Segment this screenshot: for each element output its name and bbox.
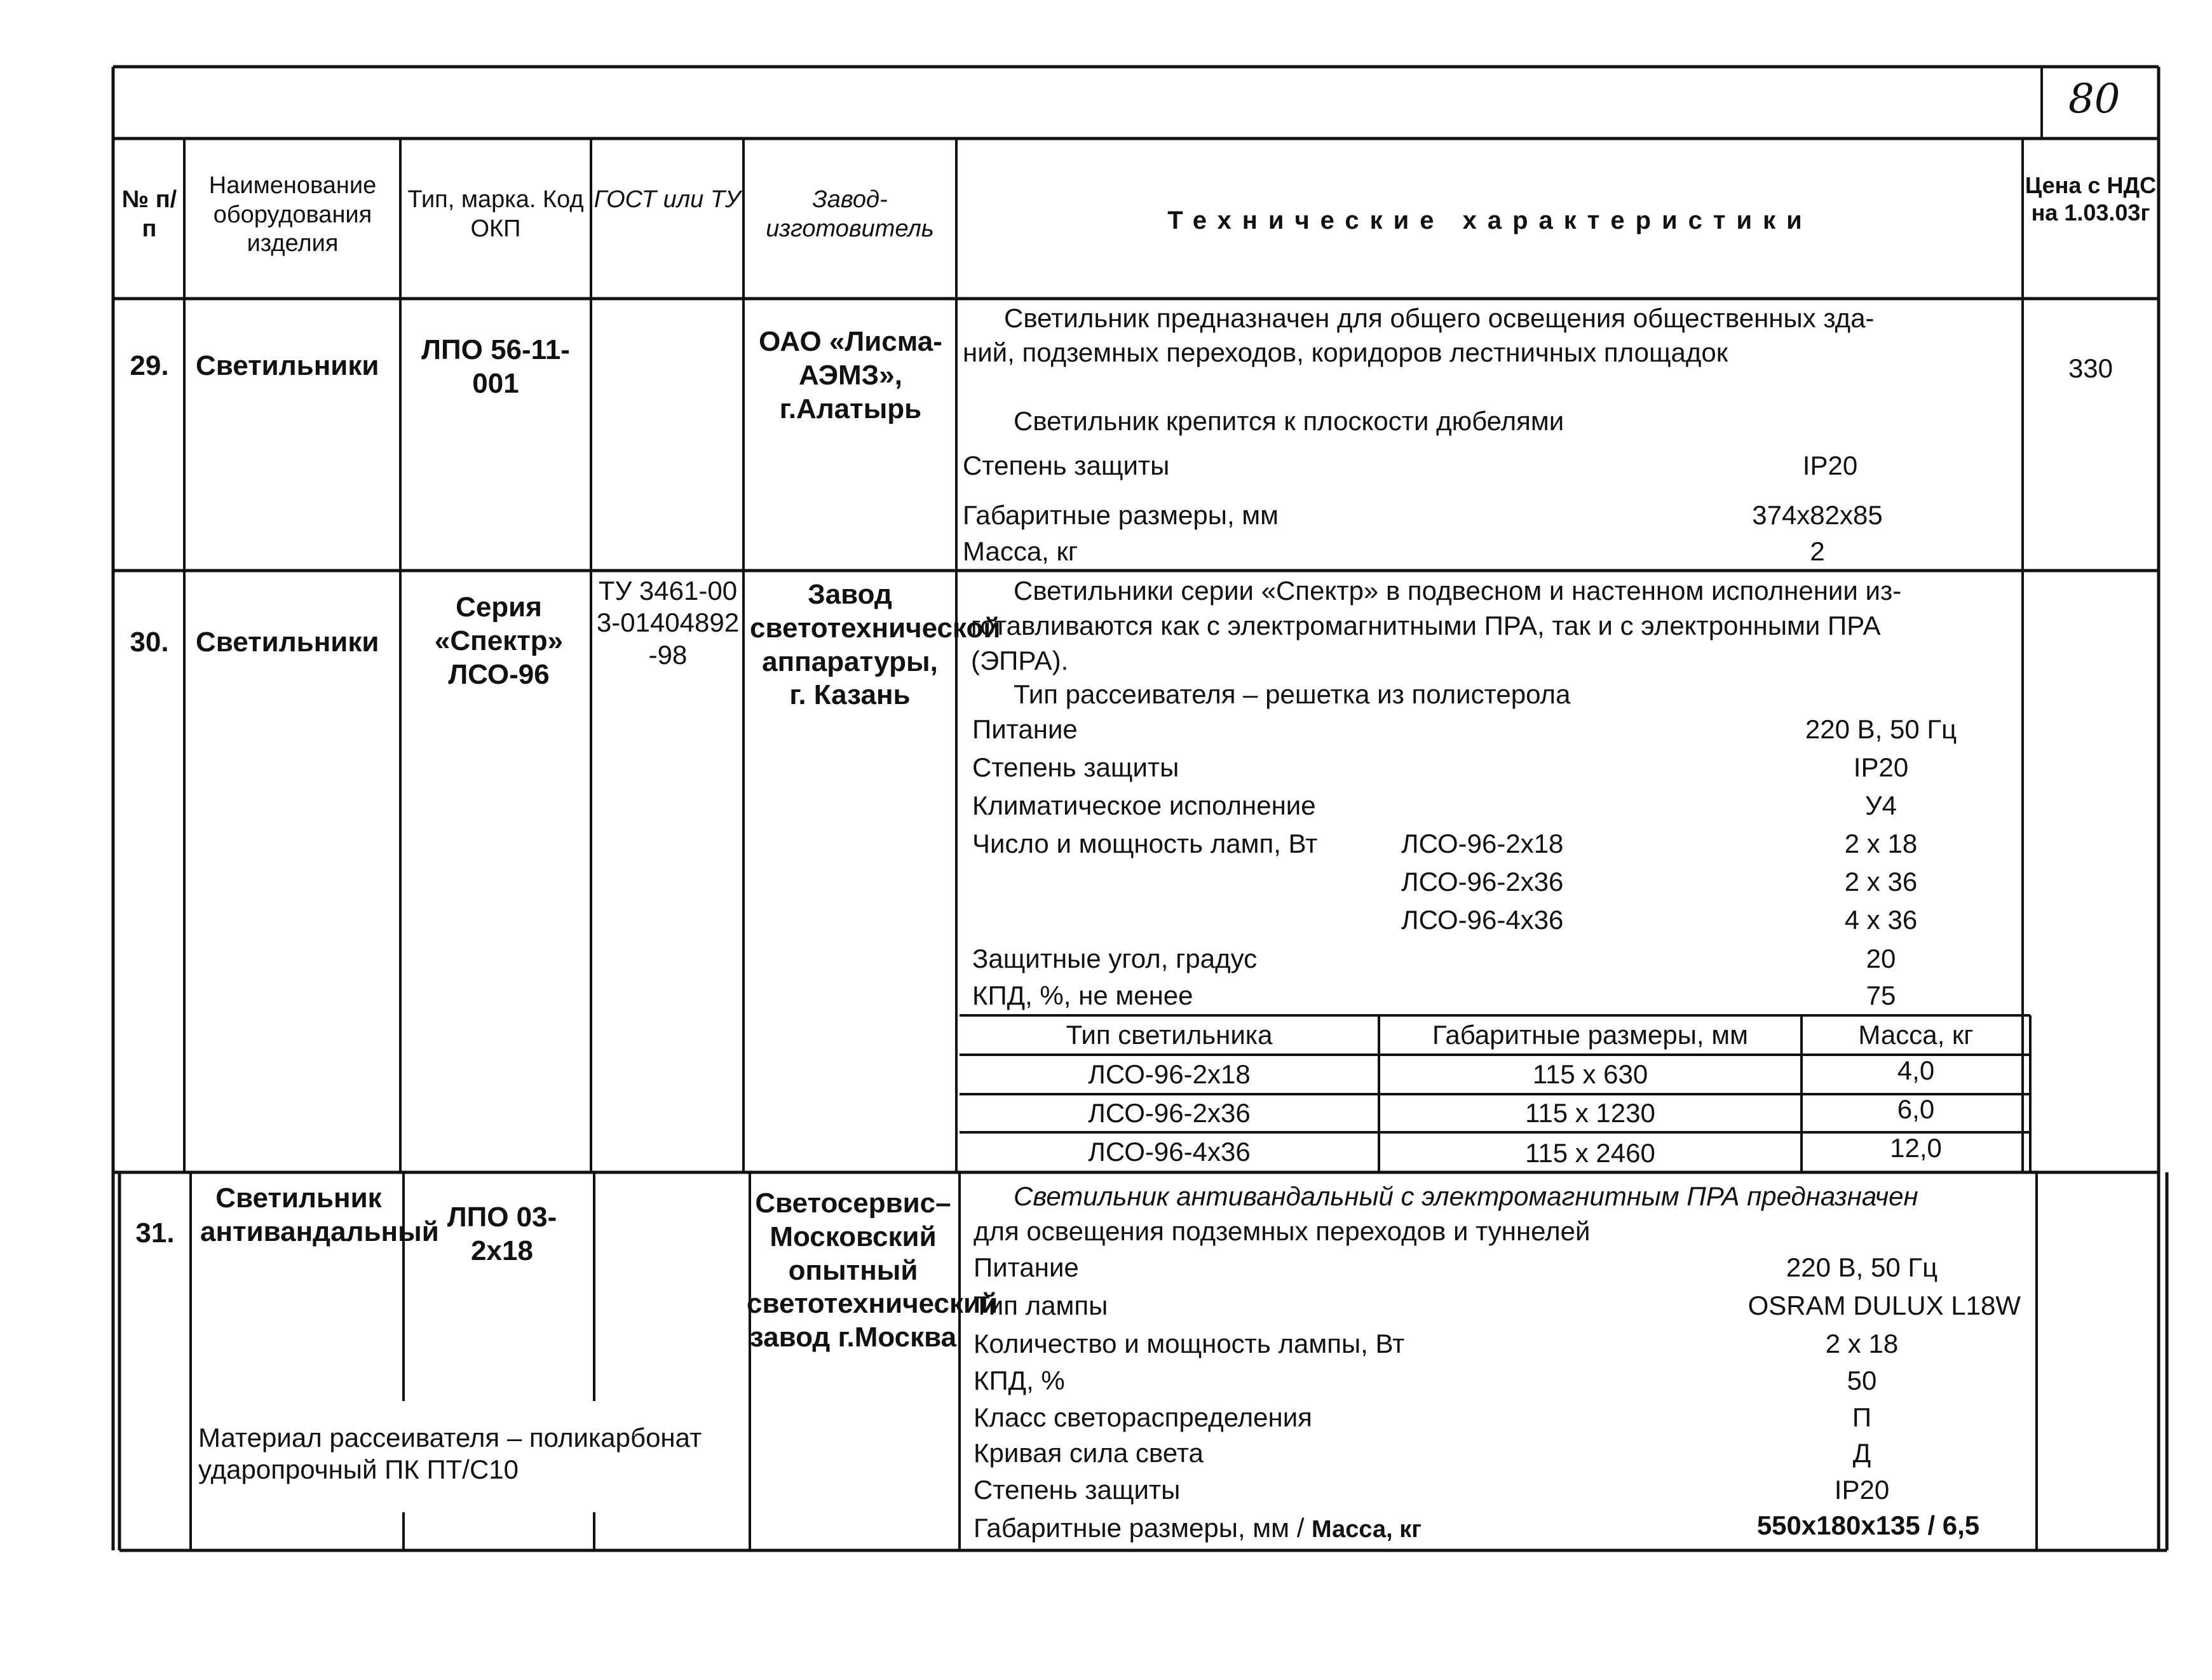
spec-value: IP20 <box>1834 1475 1890 1505</box>
spec-value: 2 x 18 <box>1825 1329 1899 1358</box>
spec-value: IP20 <box>1802 450 1858 480</box>
subtable-cell: 6,0 <box>1897 1094 1935 1124</box>
spec-label <box>974 1512 1422 1545</box>
spec-value: 220 В, 50 Гц <box>1805 714 1957 744</box>
spec-value: 220 В, 50 Гц <box>1786 1252 1938 1282</box>
header-num-label: № п/п <box>121 186 177 242</box>
spec-value: 550x180x135 / 6,5 <box>1756 1510 1980 1540</box>
lamp-model: ЛСО-96-2x18 <box>1401 829 1564 858</box>
subtable-cell: ЛСО-96-2x36 <box>1088 1098 1251 1128</box>
spec-value: 75 <box>1866 980 1896 1010</box>
item-type: ЛПО 56-11-001 <box>421 334 570 399</box>
spec-label: Питание <box>974 1252 1079 1282</box>
lamp-value: 4 x 36 <box>1844 905 1918 935</box>
subtable-cell: 115 x 2460 <box>1525 1138 1655 1168</box>
item-maker: Завод светотехнической аппаратуры, г. Казань <box>750 579 1001 711</box>
header-specs: Технические характеристики <box>1167 207 1813 234</box>
lamp-value: 2 x 18 <box>1844 829 1918 858</box>
spec-label: Защитные угол, градус <box>972 944 1258 973</box>
item-price: 330 <box>2068 353 2114 383</box>
header-type: Тип, марка. Код ОКП <box>407 186 584 242</box>
description-line: для освещения подземных переходов и туннелей <box>974 1216 1591 1246</box>
lamp-model: ЛСО-96-4x36 <box>1401 905 1564 935</box>
diffuser-note: Тип рассеивателя – решетка из полистерола <box>1014 679 1571 709</box>
subtable-cell: ЛСО-96-4x36 <box>1088 1137 1251 1167</box>
row-number: 29. <box>130 350 169 381</box>
page-number: 80 <box>2068 76 2120 123</box>
spec-label: Климатическое исполнение <box>972 790 1316 820</box>
spec-value: У4 <box>1864 790 1897 820</box>
lamp-value: 2 x 36 <box>1844 867 1918 897</box>
subtable-cell: 4,0 <box>1897 1055 1935 1085</box>
subtable-header: Габаритные размеры, мм <box>1432 1020 1749 1050</box>
item-maker: ОАО «Лисма-АЭМЗ», г.Алатырь <box>759 326 942 424</box>
subtable-cell: 12,0 <box>1890 1133 1942 1163</box>
material-note: Материал рассеивателя – поликарбонат ударопрочный ПК ПТ/С10 <box>198 1423 702 1485</box>
subtable-cell: ЛСО-96-2x18 <box>1088 1059 1251 1089</box>
header-name: Наименование оборудования изделия <box>208 172 377 257</box>
spec-label: Масса, кг <box>963 536 1078 566</box>
description-line: Светильники серии «Спектр» в подвесном и настенном исполнении из- <box>1014 576 1902 606</box>
spec-value: 374x82x85 <box>1752 500 1883 530</box>
row-number: 30. <box>130 627 169 658</box>
subtable-cell: 115 x 1230 <box>1525 1098 1655 1128</box>
item-name: Светильники <box>196 627 379 658</box>
spec-label: КПД, % <box>974 1365 1065 1395</box>
spec-label: Кривая сила света <box>974 1438 1204 1468</box>
subtable-header: Тип светильника <box>1066 1020 1273 1050</box>
spec-value: 50 <box>1847 1365 1877 1395</box>
spec-label: Количество и мощность лампы, Вт <box>974 1329 1405 1358</box>
spec-label: Класс светораспределения <box>974 1402 1312 1432</box>
lamps-label: Число и мощность ламп, Вт <box>972 829 1318 858</box>
spec-value: OSRAM DULUX L18W <box>1747 1290 2021 1320</box>
header-maker: Завод-изготовитель <box>766 186 934 242</box>
item-type: ЛПО 03-2x18 <box>447 1202 557 1266</box>
description-line: (ЭПРА). <box>971 646 1069 675</box>
spec-value: 20 <box>1866 944 1896 973</box>
spec-label: Тип лампы <box>974 1290 1108 1320</box>
spec-label: Питание <box>972 714 1078 744</box>
mounting-note: Светильник крепится к плоскости дюбелями <box>1014 406 1564 436</box>
item-gost: ТУ 3461-003-01404892-98 <box>596 576 740 670</box>
header-price: Цена с НДС на 1.03.03г <box>2025 172 2157 226</box>
description-line: ний, подземных переходов, коридоров лестничных площадок <box>963 337 1728 367</box>
row-number: 31. <box>135 1217 175 1249</box>
item-maker: Светосервис– Московский опытный светотехнический завод г.Москва <box>747 1188 998 1353</box>
spec-value: IP20 <box>1853 752 1909 782</box>
spec-value: 2 <box>1810 536 1825 566</box>
spec-value: Д <box>1852 1438 1871 1468</box>
description-line: Светильник предназначен для общего освещения общественных зда- <box>1004 303 1875 333</box>
item-name: Светильники <box>196 350 379 381</box>
description-line: готавливаются как с электромагнитными ПРА, так и с электронными ПРА <box>971 611 1881 640</box>
subtable-header: Масса, кг <box>1858 1020 1974 1050</box>
spec-label: КПД, %, не менее <box>972 980 1193 1010</box>
spec-label: Габаритные размеры, мм <box>963 500 1279 530</box>
header-num <box>116 186 183 243</box>
description-line: Светильник антивандальный с электромагнитным ПРА предназначен <box>1014 1181 1918 1211</box>
spec-label: Степень защиты <box>963 450 1170 480</box>
lamp-model: ЛСО-96-2x36 <box>1401 867 1564 897</box>
subtable-cell: 115 x 630 <box>1532 1059 1648 1089</box>
spec-label: Степень защиты <box>972 752 1179 782</box>
dimensions-label: Габаритные размеры, мм / <box>974 1513 1312 1543</box>
item-name: Светильник антивандальный <box>200 1182 439 1247</box>
spec-label: Степень защиты <box>974 1475 1181 1505</box>
header-gost: ГОСТ или ТУ <box>594 186 741 213</box>
spec-value: П <box>1852 1402 1872 1432</box>
mass-label: Масса, кг <box>1312 1516 1422 1543</box>
item-type: Серия «Спектр» ЛСО-96 <box>434 592 564 690</box>
